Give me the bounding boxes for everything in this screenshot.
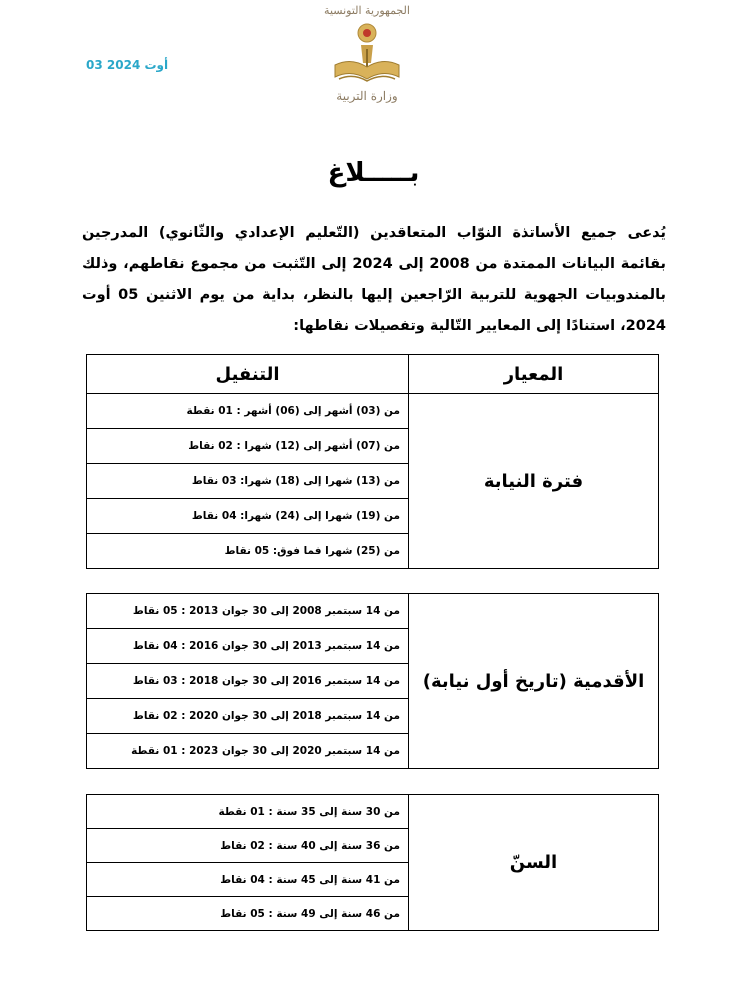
criteria-table-seniority [86,593,659,769]
grading-cell: من 14 سبتمبر 2020 إلى 30 جوان 2023 : 01 نقطة [87,734,409,769]
ministry-name: وزارة التربية [336,89,398,103]
criteria-table-age [86,794,659,931]
table-header-row [87,355,659,394]
grading-cell: من 14 سبتمبر 2018 إلى 30 جوان 2020 : 02 نقاط [87,699,409,734]
criteria-table-period [86,354,659,569]
grading-cell: من 14 سبتمبر 2008 إلى 30 جوان 2013 : 05 نقاط [87,594,409,629]
table-row [87,394,659,429]
grading-cell: من 14 سبتمبر 2013 إلى 30 جوان 2016 : 04 نقاط [87,629,409,664]
intro-paragraph: يُدعى جميع الأساتذة النوّاب المتعاقدين (التّعليم الإعدادي والثّانوي) المدرجين بقائمة البيانات الممتدة من 2008 إلى 2024 إلى التّثبت من مجموع نقاطهم، وذلك بالمندوبيات الجهوية للتربية الرّاجعين إليها بالنظر، بداية من يوم الاثنين 05 أوت 2024، استنادًا إلى المعايير التّالية وتفصيلات نقاطها: [82,225,666,334]
grading-cell: من (13) شهرا إلى (18) شهرا: 03 نقاط [87,464,409,499]
grading-column-header: التنفيل [87,355,409,394]
grading-cell: من (07) أشهر إلى (12) شهرا : 02 نقاط [87,429,409,464]
criterion-cell: السنّ [409,795,659,931]
table-row [87,594,659,629]
emblem-icon [327,19,407,91]
table-row [87,795,659,829]
page-title: بـــــلاغ [327,158,420,188]
grading-cell: من (25) شهرا فما فوق: 05 نقاط [87,534,409,569]
grading-cell: من (03) أشهر إلى (06) أشهر : 01 نقطة [87,394,409,429]
criterion-cell: الأقدمية (تاريخ أول نيابة) [409,594,659,769]
ministry-logo [312,4,422,124]
grading-cell: من 36 سنة إلى 40 سنة : 02 نقاط [87,829,409,863]
letterhead [0,0,747,140]
republic-name: الجمهورية التونسية [324,4,410,17]
grading-cell: من 46 سنة إلى 49 سنة : 05 نقاط [87,897,409,931]
document-date: 03 أوت 2024 [86,58,169,72]
grading-cell: من 30 سنة إلى 35 سنة : 01 نقطة [87,795,409,829]
grading-cell: من 41 سنة إلى 45 سنة : 04 نقاط [87,863,409,897]
grading-cell: من (19) شهرا إلى (24) شهرا: 04 نقاط [87,499,409,534]
grading-cell: من 14 سبتمبر 2016 إلى 30 جوان 2018 : 03 نقاط [87,664,409,699]
criterion-cell: فترة النيابة [409,394,659,569]
criterion-column-header: المعيار [409,355,659,394]
